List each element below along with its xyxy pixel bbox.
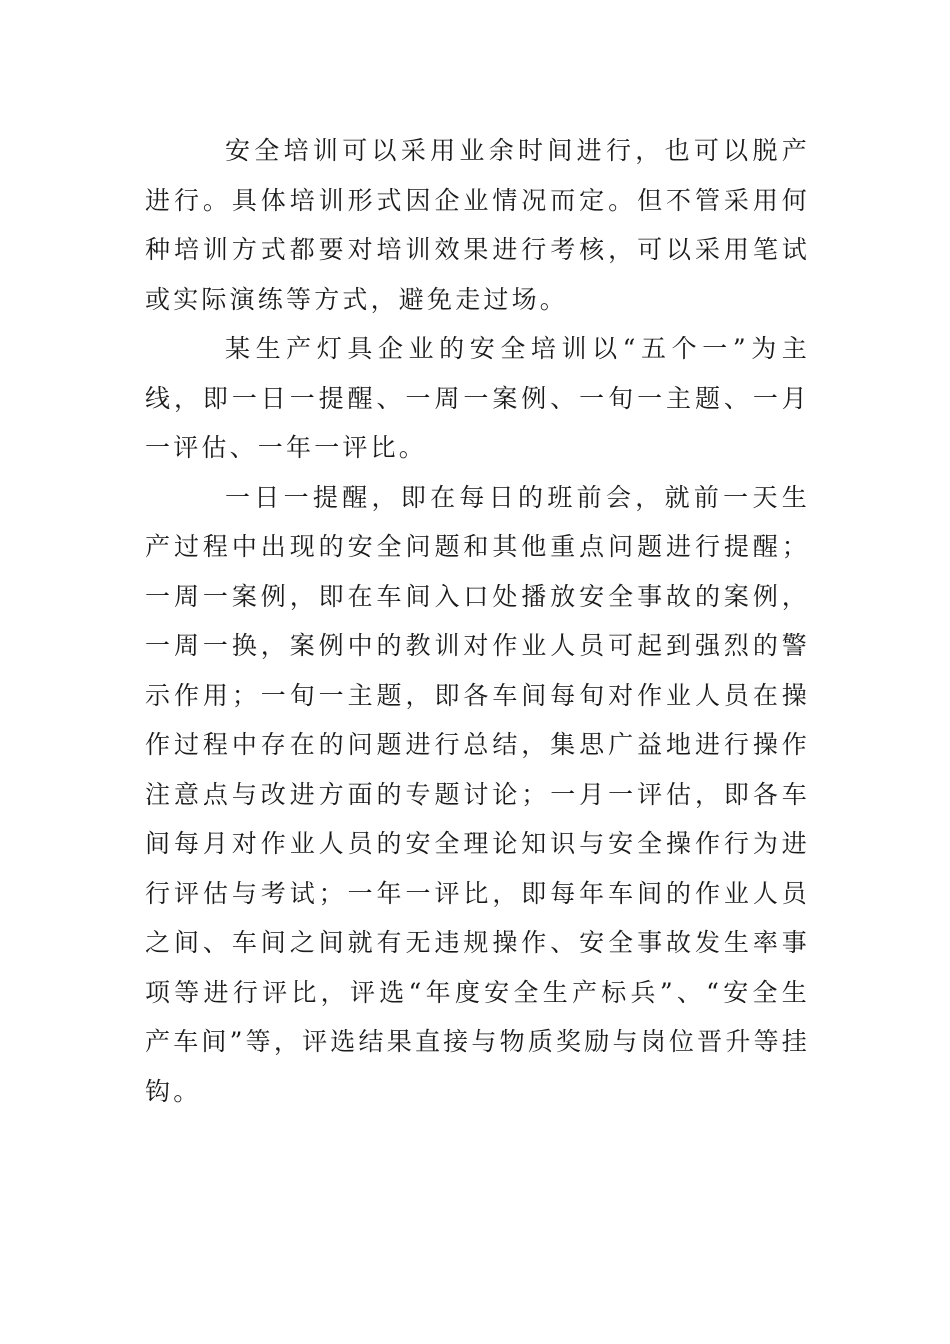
paragraph-five-ones-detail: 一日一提醒，即在每日的班前会，就前一天生产过程中出现的安全问题和其他重点问题进行提醒；一周一案例，即在车间入口处播放安全事故的案例，一周一换，案例中的教训对作业人员可起到强烈的警示作用；一旬一主题，即各车间每旬对作业人员在操作过程中存在的问题进行总结，集思广益地进行操作注意点与改进方面的专题讨论；一月一评估，即各车间每月对作业人员的安全理论知识与安全操作行为进行评估与考试；一年一评比，即每年车间的作业人员之间、车间之间就有无违规操作、安全事故发生率事项等进行评比，评选“年度安全生产标兵”、“安全生产车间”等，评选结果直接与物质奖励与岗位晋升等挂钩。 — [145, 482, 810, 1106]
document-body — [145, 126, 810, 1116]
paragraph-training-methods: 安全培训可以采用业余时间进行，也可以脱产进行。具体培训形式因企业情况而定。但不管采用何种培训方式都要对培训效果进行考核，可以采用笔试或实际演练等方式，避免走过场。 — [145, 136, 810, 314]
paragraph-five-ones-intro: 某生产灯具企业的安全培训以“五个一”为主线，即一日一提醒、一周一案例、一旬一主题、一月一评估、一年一评比。 — [145, 334, 810, 462]
